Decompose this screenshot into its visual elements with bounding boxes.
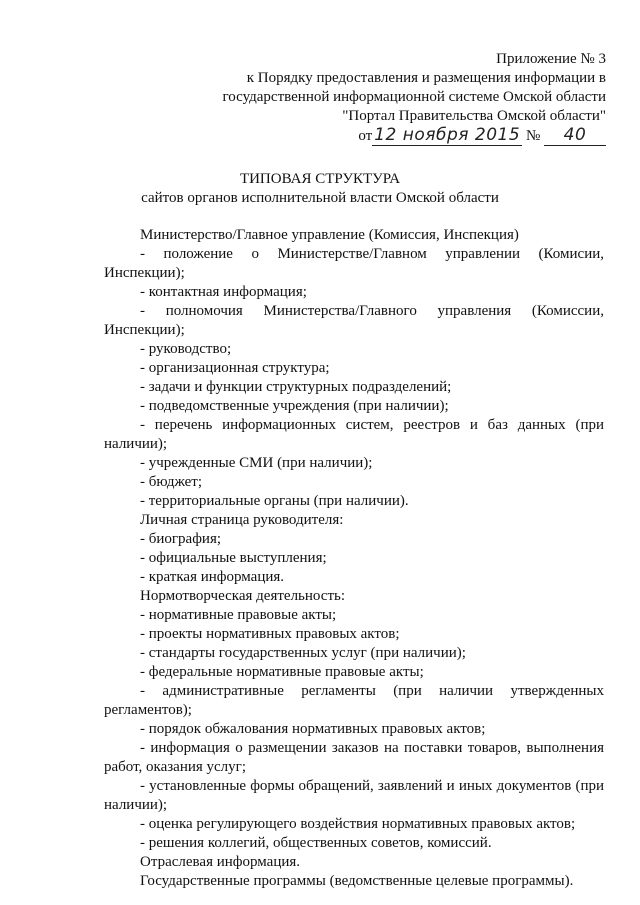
list-item: - руководство; — [140, 341, 232, 357]
document-title — [0, 170, 640, 208]
title-main: ТИПОВАЯ СТРУКТУРА — [239, 171, 401, 187]
list-item: - стандарты государственных услуг (при наличии); — [140, 645, 466, 661]
list-item: - положение о Министерстве/Главном управлении (Комисии, Инспекции); — [104, 246, 604, 281]
title-sub: сайтов органов исполнительной власти Омской области — [141, 190, 499, 206]
list-item: - официальные выступления; — [140, 550, 327, 566]
appendix-header — [222, 50, 606, 148]
handwritten-number: 40 — [544, 126, 606, 146]
list-item: - учрежденные СМИ (при наличии); — [140, 455, 373, 471]
section-heading: Личная страница руководителя: — [140, 512, 344, 528]
list-item: - подведомственные учреждения (при наличии); — [140, 398, 449, 414]
list-item: - решения коллегий, общественных советов, комиссий. — [140, 835, 492, 851]
appendix-ref-line-3: "Портал Правительства Омской области" — [342, 108, 606, 124]
list-item: - порядок обжалования нормативных правовых актов; — [140, 721, 486, 737]
section-heading: Нормотворческая деятельность: — [140, 588, 346, 604]
section-heading: Отраслевая информация. — [140, 854, 301, 870]
section-heading: Министерство/Главное управление (Комиссия, Инспекция) — [140, 227, 519, 243]
list-item: - проекты нормативных правовых актов; — [140, 626, 400, 642]
list-item: - задачи и функции структурных подразделений; — [140, 379, 452, 395]
appendix-number: Приложение № 3 — [496, 51, 606, 67]
list-item: - оценка регулирующего воздействия нормативных правовых актов; — [140, 816, 576, 832]
list-item: - полномочия Министерства/Главного управления (Комиссии, Инспекции); — [104, 303, 604, 338]
list-item: - установленные формы обращений, заявлений и иных документов (при наличии); — [104, 778, 604, 813]
appendix-ref-line-1: к Порядку предоставления и размещения информации в — [246, 70, 606, 86]
list-item: - бюджет; — [140, 474, 202, 490]
list-item: - территориальные органы (при наличии). — [140, 493, 409, 509]
list-item: - федеральные нормативные правовые акты; — [140, 664, 424, 680]
handwritten-date: 12 ноября 2015 — [374, 125, 521, 145]
date-number-line — [222, 126, 606, 148]
list-item: - перечень информационных систем, реестров и баз данных (при наличии); — [104, 417, 604, 452]
list-item: - информация о размещении заказов на поставки товаров, выполнения работ, оказания услуг; — [104, 740, 604, 775]
number-label: № — [525, 128, 541, 144]
document-body — [104, 226, 604, 891]
list-item: - организационная структура; — [140, 360, 330, 376]
list-item: - нормативные правовые акты; — [140, 607, 337, 623]
list-item: - краткая информация. — [140, 569, 285, 585]
list-item: - контактная информация; — [140, 284, 307, 300]
date-prefix: от — [358, 128, 373, 144]
list-item: - биография; — [140, 531, 222, 547]
appendix-ref-line-2: государственной информационной системе Омской области — [222, 89, 606, 105]
section-heading: Государственные программы (ведомственные целевые программы). — [140, 873, 574, 889]
list-item: - административные регламенты (при наличии утвержденных регламентов); — [104, 683, 604, 718]
